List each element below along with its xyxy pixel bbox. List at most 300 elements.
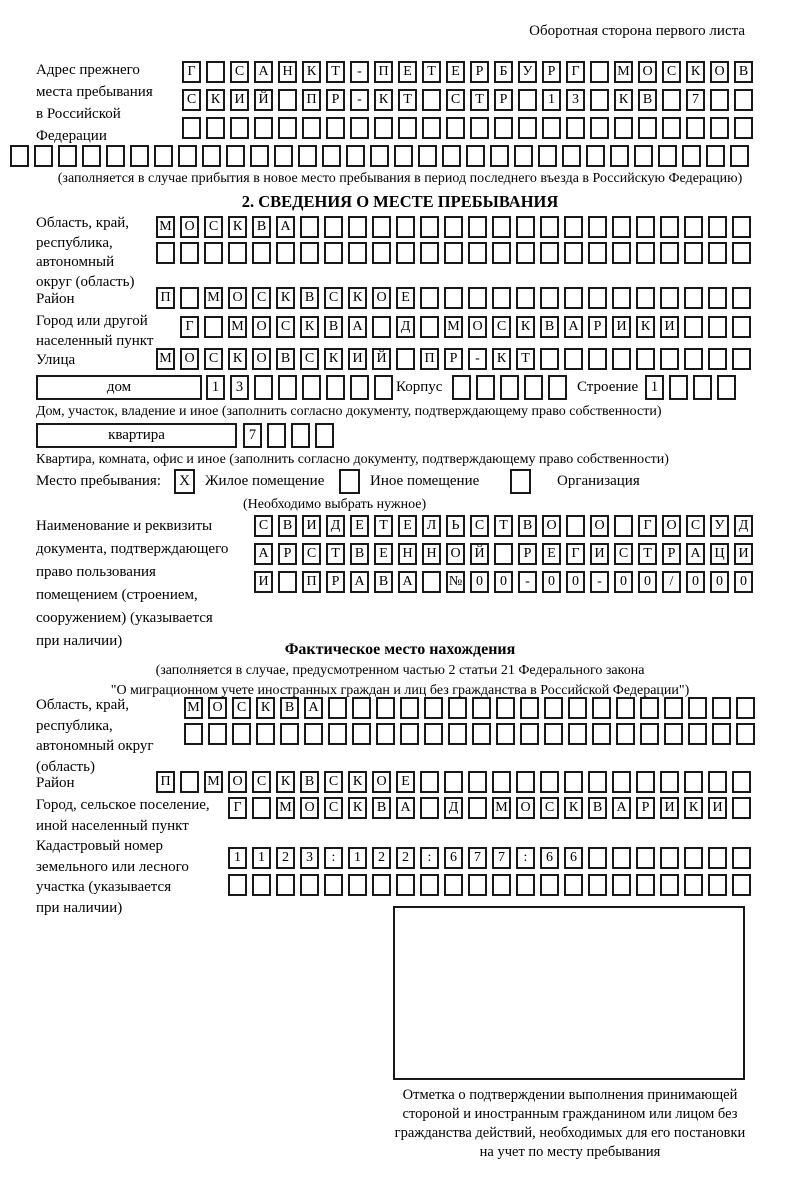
char-box — [516, 287, 535, 309]
char-box: 7 — [468, 847, 487, 869]
char-box: К — [348, 287, 367, 309]
char-box: В — [638, 89, 657, 111]
char-box — [636, 242, 655, 264]
char-box — [540, 216, 559, 238]
char-box: 0 — [686, 571, 705, 593]
char-box — [496, 723, 515, 745]
char-box — [58, 145, 77, 167]
char-box: 0 — [542, 571, 561, 593]
char-box — [278, 117, 297, 139]
char-box: В — [372, 797, 391, 819]
char-box — [708, 771, 727, 793]
char-box: С — [614, 543, 633, 565]
char-box: И — [230, 89, 249, 111]
char-box: А — [350, 571, 369, 593]
label-line: при наличии) — [36, 633, 123, 649]
char-box: : — [420, 847, 439, 869]
char-box — [686, 117, 705, 139]
char-box — [732, 797, 751, 819]
char-box — [396, 242, 415, 264]
char-box: Р — [278, 543, 297, 565]
char-box — [418, 145, 437, 167]
char-box: К — [636, 316, 655, 338]
char-box — [730, 145, 749, 167]
char-box — [684, 242, 703, 264]
char-box: Г — [638, 515, 657, 537]
char-box — [708, 242, 727, 264]
section2-title: 2. СВЕДЕНИЯ О МЕСТЕ ПРЕБЫВАНИЯ — [241, 192, 559, 211]
char-box — [374, 117, 393, 139]
stamp-caption-line: стороной и иностранным гражданином или лицом без — [402, 1106, 738, 1122]
char-box — [688, 723, 707, 745]
char-box: : — [516, 847, 535, 869]
char-box — [634, 145, 653, 167]
char-box — [708, 316, 727, 338]
label-line: Область, край, — [36, 697, 130, 713]
char-box — [612, 287, 631, 309]
char-box — [442, 145, 461, 167]
char-box — [372, 874, 391, 896]
char-box: К — [564, 797, 583, 819]
char-box: Е — [398, 515, 417, 537]
char-box: 1 — [542, 89, 561, 111]
char-box — [466, 145, 485, 167]
char-box: И — [734, 543, 753, 565]
stamp-caption — [365, 1086, 775, 1162]
char-box: О — [590, 515, 609, 537]
house-label-box: дом — [36, 375, 202, 400]
label-line: автономный — [36, 254, 115, 270]
char-box — [684, 847, 703, 869]
char-box — [588, 874, 607, 896]
char-box: 1 — [252, 847, 271, 869]
char-box: О — [662, 515, 681, 537]
char-box: О — [516, 797, 535, 819]
doc-row-2 — [254, 543, 758, 565]
label-line: автономный округ — [36, 738, 154, 754]
label-line: (область) — [36, 758, 95, 775]
char-box — [516, 874, 535, 896]
char-box: 0 — [638, 571, 657, 593]
char-box: Б — [494, 61, 513, 83]
stroenie-label: Строение — [577, 379, 639, 395]
char-box — [324, 216, 343, 238]
char-box: О — [446, 543, 465, 565]
char-box — [612, 874, 631, 896]
char-box — [424, 723, 443, 745]
char-box — [156, 242, 175, 264]
prev-address-row-1 — [182, 61, 758, 83]
char-box: И — [348, 348, 367, 370]
char-box — [614, 117, 633, 139]
stamp-caption-line: Отметка о подтверждении выполнения принимающей — [402, 1087, 738, 1103]
char-box — [448, 697, 467, 719]
char-box — [376, 723, 395, 745]
char-box: Д — [396, 316, 415, 338]
char-box: Н — [278, 61, 297, 83]
char-box: / — [662, 571, 681, 593]
char-box — [232, 723, 251, 745]
char-box: В — [280, 697, 299, 719]
char-box: Д — [326, 515, 345, 537]
char-box: 2 — [372, 847, 391, 869]
char-box — [468, 797, 487, 819]
char-box — [472, 697, 491, 719]
char-box — [516, 242, 535, 264]
char-box: Р — [470, 61, 489, 83]
char-box — [348, 242, 367, 264]
char-box: № — [446, 571, 465, 593]
doc-row-1 — [254, 515, 758, 537]
char-box: - — [350, 61, 369, 83]
char-box: А — [276, 216, 295, 238]
char-box: А — [612, 797, 631, 819]
apartment-caption: Квартира, комната, офис и иное (заполнить согласно документу, подтверждающему право собственности) — [36, 452, 669, 467]
char-box — [352, 723, 371, 745]
char-box — [586, 145, 605, 167]
street-label: Улица — [36, 352, 76, 368]
char-box — [662, 117, 681, 139]
char-box — [538, 145, 557, 167]
char-box: Ь — [446, 515, 465, 537]
char-box: 2 — [396, 847, 415, 869]
char-box — [424, 697, 443, 719]
char-box — [732, 242, 751, 264]
char-box: С — [324, 287, 343, 309]
char-box — [130, 145, 149, 167]
char-box: В — [252, 216, 271, 238]
char-box: О — [710, 61, 729, 83]
char-box — [660, 874, 679, 896]
char-box — [204, 242, 223, 264]
label-line: Адрес прежнего — [36, 62, 140, 78]
actual-title: Фактическое место нахождения — [284, 641, 516, 658]
char-box: 0 — [470, 571, 489, 593]
char-box: К — [276, 771, 295, 793]
char-box — [616, 723, 635, 745]
char-box — [298, 145, 317, 167]
district-row — [156, 287, 756, 309]
char-box: Т — [326, 61, 345, 83]
district-label: Район — [36, 291, 75, 307]
char-box: Т — [516, 348, 535, 370]
char-box — [204, 316, 223, 338]
stay-type-label: Место пребывания: — [36, 473, 161, 489]
cadastral-row-1 — [228, 847, 756, 869]
char-box — [106, 145, 125, 167]
char-box: Е — [398, 61, 417, 83]
char-box — [710, 117, 729, 139]
char-box — [542, 117, 561, 139]
char-box: 6 — [540, 847, 559, 869]
char-box — [422, 89, 441, 111]
char-box: А — [304, 697, 323, 719]
street-row — [156, 348, 756, 370]
char-box: 0 — [614, 571, 633, 593]
char-box: 1 — [228, 847, 247, 869]
char-box — [518, 117, 537, 139]
char-box: - — [350, 89, 369, 111]
char-box — [708, 874, 727, 896]
stay-option-checkbox-organization — [510, 469, 531, 494]
apartment-label-box: квартира — [36, 423, 237, 448]
label-line: населенный пункт — [36, 332, 154, 349]
char-box — [444, 287, 463, 309]
region-row-2 — [156, 242, 756, 264]
char-box: П — [302, 89, 321, 111]
doc-row-3 — [254, 571, 758, 593]
char-box — [278, 375, 297, 400]
char-box: Ц — [710, 543, 729, 565]
char-box: - — [518, 571, 537, 593]
char-box — [500, 375, 519, 400]
char-box — [468, 242, 487, 264]
char-box — [736, 723, 755, 745]
char-box — [492, 287, 511, 309]
char-box — [640, 697, 659, 719]
char-box: Т — [494, 515, 513, 537]
char-box: А — [254, 543, 273, 565]
char-box — [254, 375, 273, 400]
char-box: 1 — [348, 847, 367, 869]
char-box: В — [324, 316, 343, 338]
char-box: М — [444, 316, 463, 338]
char-box: П — [156, 771, 175, 793]
char-box: О — [180, 348, 199, 370]
char-box: В — [540, 316, 559, 338]
char-box: И — [708, 797, 727, 819]
char-box — [660, 771, 679, 793]
char-box: 6 — [564, 847, 583, 869]
char-box: К — [276, 287, 295, 309]
char-box: С — [540, 797, 559, 819]
stamp-box — [393, 906, 745, 1080]
char-box — [612, 771, 631, 793]
char-box — [348, 874, 367, 896]
char-box: О — [468, 316, 487, 338]
char-box — [612, 847, 631, 869]
char-box — [350, 117, 369, 139]
char-box: В — [300, 287, 319, 309]
char-box: 0 — [494, 571, 513, 593]
char-box: К — [228, 216, 247, 238]
char-box — [540, 242, 559, 264]
char-box: С — [204, 216, 223, 238]
char-box — [448, 723, 467, 745]
char-box — [732, 216, 751, 238]
char-box: С — [470, 515, 489, 537]
char-box — [708, 348, 727, 370]
char-box: Р — [494, 89, 513, 111]
char-box: О — [208, 697, 227, 719]
city-row — [180, 316, 756, 338]
char-box — [732, 287, 751, 309]
char-box: О — [252, 348, 271, 370]
char-box — [370, 145, 389, 167]
char-box: О — [228, 287, 247, 309]
char-box — [732, 316, 751, 338]
char-box — [708, 847, 727, 869]
char-box — [490, 145, 509, 167]
char-box — [300, 216, 319, 238]
char-box: К — [374, 89, 393, 111]
char-box: 2 — [276, 847, 295, 869]
char-box: К — [302, 61, 321, 83]
char-box: С — [232, 697, 251, 719]
char-box — [324, 242, 343, 264]
char-box: А — [348, 316, 367, 338]
label-line: республика, — [36, 234, 113, 251]
prev-address-row-2 — [182, 89, 758, 111]
char-box — [732, 847, 751, 869]
label-line: Город или другой — [36, 313, 148, 329]
char-box — [518, 89, 537, 111]
char-box: К — [300, 316, 319, 338]
char-box — [520, 723, 539, 745]
char-box — [658, 145, 677, 167]
char-box: О — [638, 61, 657, 83]
char-box — [610, 145, 629, 167]
char-box — [562, 145, 581, 167]
char-box: 0 — [710, 571, 729, 593]
char-box — [452, 375, 471, 400]
char-box: В — [300, 771, 319, 793]
char-box — [315, 423, 334, 448]
char-box — [300, 874, 319, 896]
char-box — [178, 145, 197, 167]
char-box: Т — [398, 89, 417, 111]
char-box — [616, 697, 635, 719]
char-box — [184, 723, 203, 745]
char-box: М — [228, 316, 247, 338]
char-box — [468, 287, 487, 309]
char-box — [422, 571, 441, 593]
char-box: Е — [396, 771, 415, 793]
char-box — [636, 348, 655, 370]
char-box: Г — [228, 797, 247, 819]
char-box: 1 — [645, 375, 664, 400]
char-box: 3 — [566, 89, 585, 111]
char-box: Н — [422, 543, 441, 565]
char-box — [278, 571, 297, 593]
label-line: Область, край, — [36, 215, 130, 231]
actual-city-row — [228, 797, 756, 819]
char-box: А — [398, 571, 417, 593]
char-box — [444, 874, 463, 896]
char-box — [250, 145, 269, 167]
char-box — [228, 242, 247, 264]
prev-address-row-4 — [10, 145, 754, 167]
char-box — [444, 242, 463, 264]
actual-district-label: Район — [36, 775, 75, 791]
char-box — [291, 423, 310, 448]
char-box — [612, 242, 631, 264]
char-box: О — [252, 316, 271, 338]
char-box — [684, 348, 703, 370]
char-box — [252, 874, 271, 896]
char-box — [592, 697, 611, 719]
stay-option-label-other: Иное помещение — [370, 473, 480, 489]
char-box — [516, 216, 535, 238]
char-box — [208, 723, 227, 745]
char-box — [304, 723, 323, 745]
label-line: в Российской — [36, 106, 121, 122]
char-box: А — [396, 797, 415, 819]
stamp-caption-line: гражданства действий, необходимых для его постановки — [394, 1125, 746, 1141]
char-box: С — [492, 316, 511, 338]
char-box — [492, 771, 511, 793]
char-box: И — [254, 571, 273, 593]
doc-label — [36, 515, 228, 653]
char-box: К — [324, 348, 343, 370]
label-line: Федерации — [36, 128, 107, 144]
char-box: О — [300, 797, 319, 819]
stamp-caption-line: на учет по месту пребывания — [479, 1144, 661, 1160]
char-box — [256, 723, 275, 745]
char-box: К — [348, 797, 367, 819]
char-box — [717, 375, 736, 400]
char-box: 6 — [444, 847, 463, 869]
char-box — [664, 697, 683, 719]
char-box — [10, 145, 29, 167]
char-box — [566, 117, 585, 139]
char-box — [540, 287, 559, 309]
char-box — [372, 316, 391, 338]
char-box — [544, 697, 563, 719]
char-box: О — [372, 287, 391, 309]
char-box — [180, 242, 199, 264]
char-box — [348, 216, 367, 238]
label-line: помещением (строением, — [36, 587, 198, 603]
char-box — [420, 216, 439, 238]
char-box — [710, 89, 729, 111]
label-line: места пребывания — [36, 84, 153, 100]
label-line: при наличии) — [36, 899, 123, 916]
char-box: А — [254, 61, 273, 83]
stay-option-label-organization: Организация — [557, 473, 640, 489]
char-box: С — [324, 771, 343, 793]
char-box — [444, 216, 463, 238]
char-box: Г — [182, 61, 201, 83]
char-box — [476, 375, 495, 400]
char-box — [712, 723, 731, 745]
char-box: С — [300, 348, 319, 370]
char-box — [422, 117, 441, 139]
char-box: У — [710, 515, 729, 537]
char-box — [374, 375, 393, 400]
char-box — [300, 242, 319, 264]
char-box: М — [156, 216, 175, 238]
char-box — [420, 771, 439, 793]
char-box — [254, 117, 273, 139]
char-box: - — [590, 571, 609, 593]
char-box — [228, 874, 247, 896]
char-box: Т — [638, 543, 657, 565]
char-box — [638, 117, 657, 139]
char-box: И — [660, 797, 679, 819]
stay-type-note: (Необходимо выбрать нужное) — [243, 497, 427, 512]
char-box: О — [228, 771, 247, 793]
char-box: 0 — [734, 571, 753, 593]
char-box — [732, 348, 751, 370]
char-box — [372, 216, 391, 238]
char-box: С — [662, 61, 681, 83]
char-box — [588, 348, 607, 370]
char-box: К — [684, 797, 703, 819]
char-box — [684, 316, 703, 338]
char-box: С — [254, 515, 273, 537]
char-box: С — [276, 316, 295, 338]
